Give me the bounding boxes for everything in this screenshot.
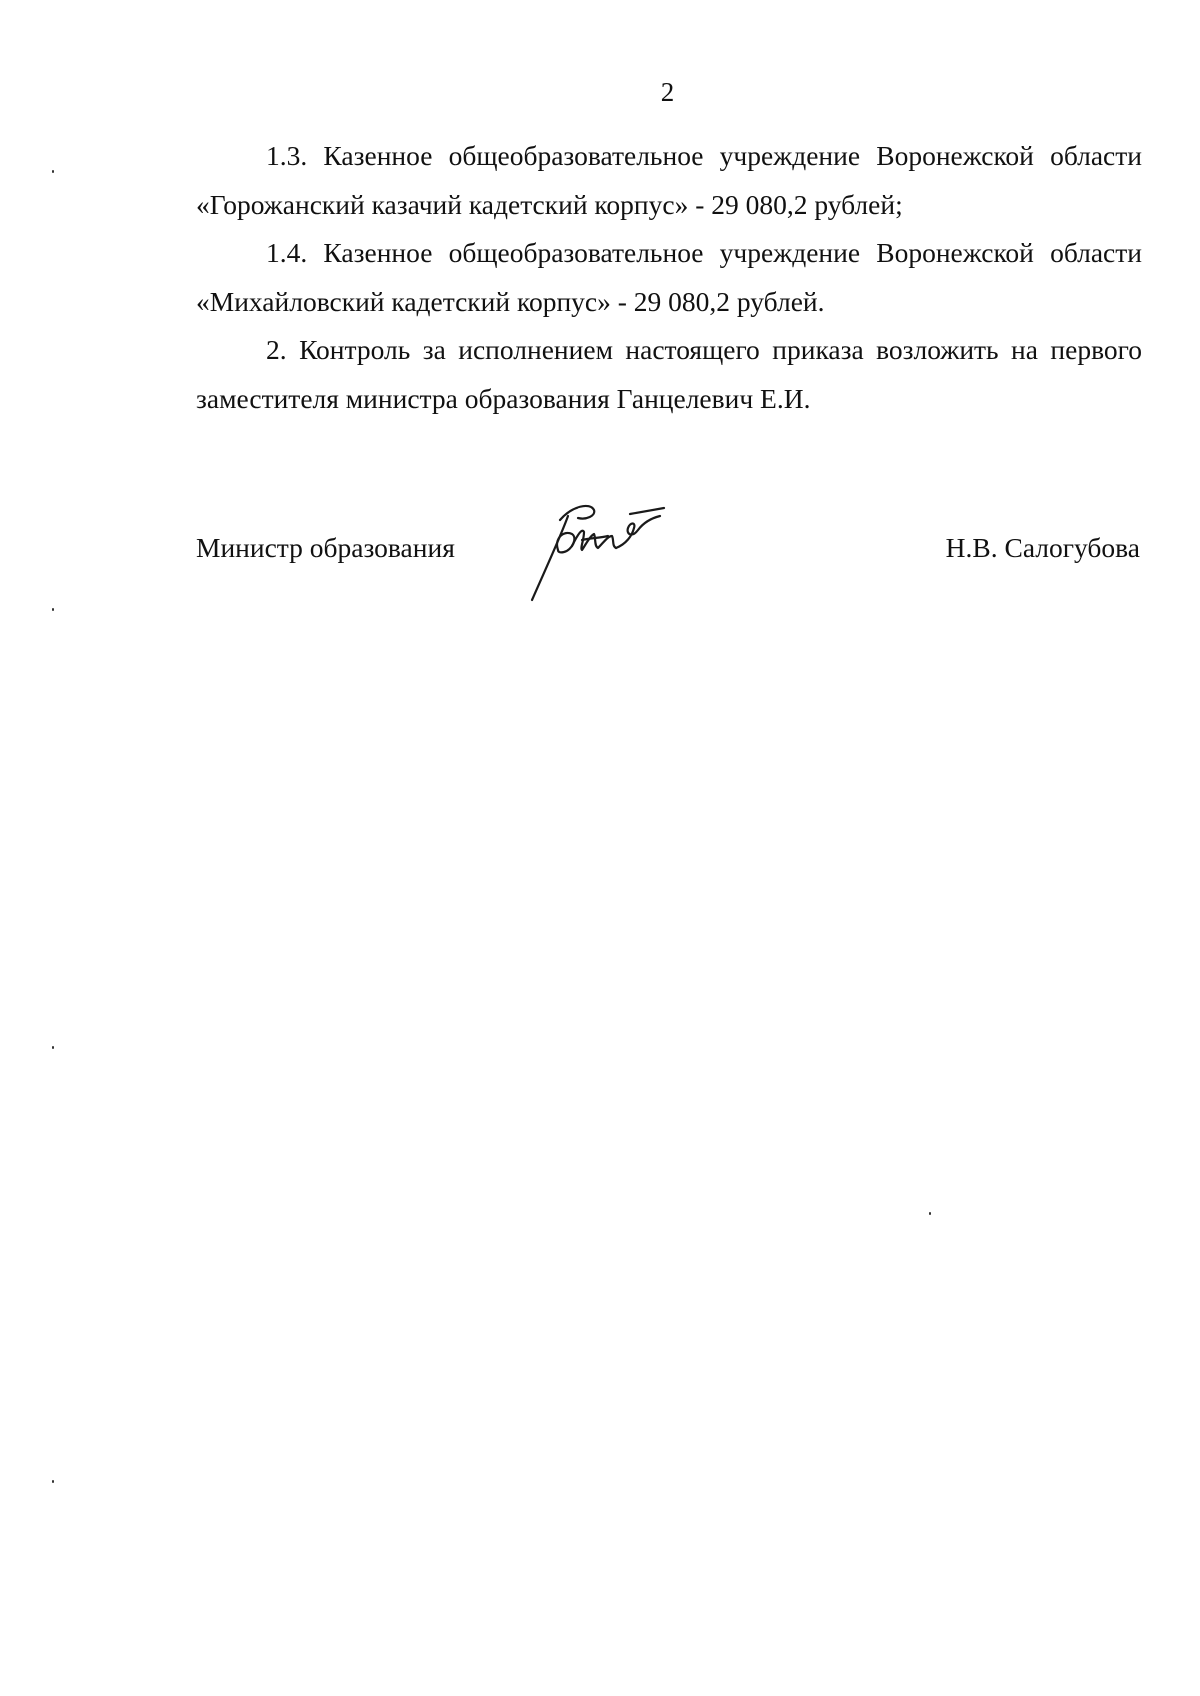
paragraph-1-4: 1.4. Казенное общеобразовательное учреждение Воронежской области «Михайловский кадетский корпус» - 29 080,2 рублей. — [196, 237, 1142, 317]
paragraph-2: 2. Контроль за исполнением настоящего приказа возложить на первого заместителя министра образования Ганцелевич Е.И. — [196, 334, 1142, 414]
document-body — [196, 132, 1142, 423]
scan-speck — [52, 170, 54, 173]
signatory-position: Министр образования — [196, 532, 455, 563]
handwritten-signature — [520, 498, 695, 610]
paragraph-1-3: 1.3. Казенное общеобразовательное учреждение Воронежской области «Горожанский казачий кадетский корпус» - 29 080,2 рублей; — [196, 140, 1142, 220]
signatory-name: Н.В. Салогубова — [945, 532, 1140, 563]
scan-speck — [52, 1046, 54, 1049]
scan-speck — [52, 608, 54, 611]
scan-speck — [929, 1212, 931, 1215]
page-number: 2 — [660, 77, 675, 107]
scan-speck — [52, 1480, 54, 1483]
